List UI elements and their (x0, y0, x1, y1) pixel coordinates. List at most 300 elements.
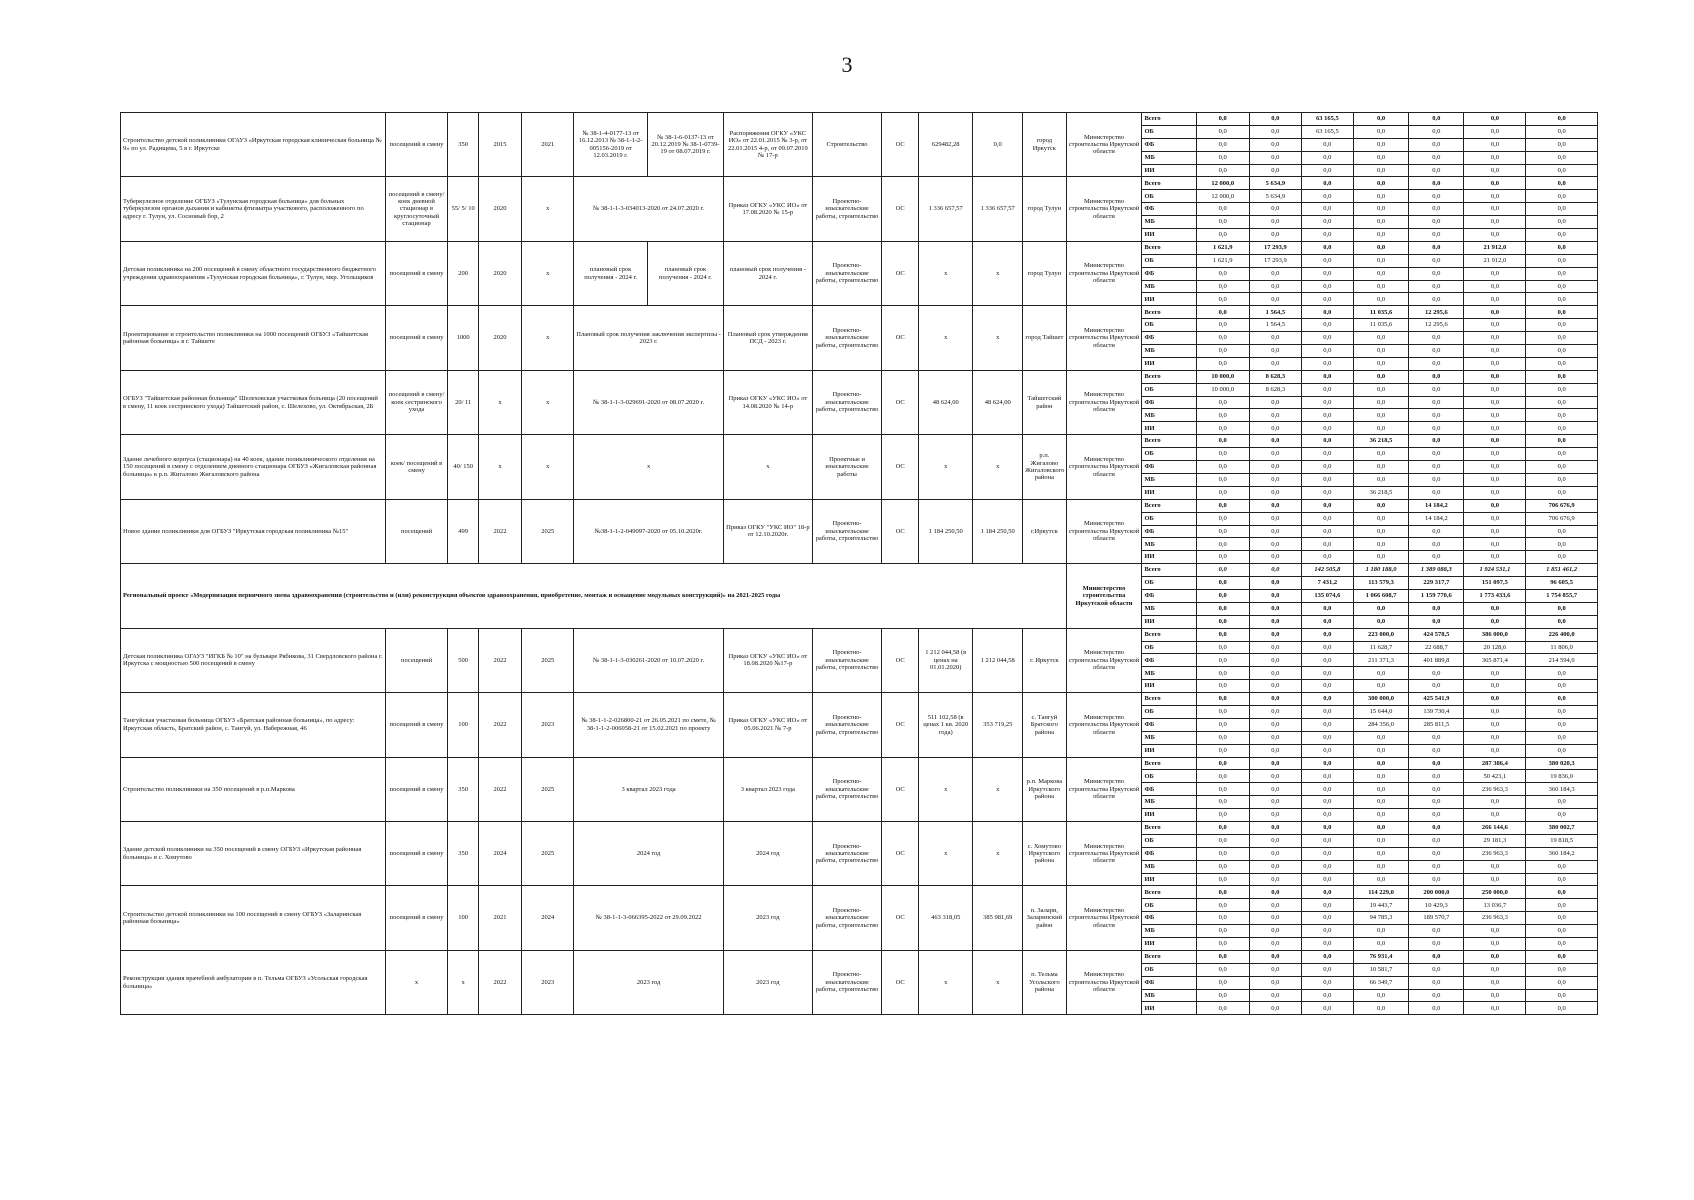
funding-value: 0,0 (1353, 873, 1408, 886)
funding-value: 0,0 (1301, 319, 1353, 332)
funding-value: 0,0 (1526, 551, 1598, 564)
responsible-owner: Министерство строительства Иркутской области (1066, 950, 1142, 1014)
funding-value: 0,0 (1409, 551, 1464, 564)
funding-value: 424 578,5 (1409, 628, 1464, 641)
start-year: 2022 (478, 628, 521, 692)
design-approval: 2024 год (723, 821, 812, 885)
funding-value: 0,0 (1301, 551, 1353, 564)
capacity-unit: посещений в смену (385, 693, 448, 757)
funding-value: 0,0 (1353, 177, 1408, 190)
funding-value: 5 634,9 (1249, 177, 1301, 190)
funding-value: 0,0 (1249, 886, 1301, 899)
end-year: х (522, 370, 574, 434)
table-body (121, 113, 1598, 1015)
funding-value: 0,0 (1196, 680, 1249, 693)
funding-value: 0,0 (1301, 718, 1353, 731)
funding-value: 0,0 (1464, 229, 1526, 242)
start-year: 2024 (478, 821, 521, 885)
funding-value: 0,0 (1353, 190, 1408, 203)
location: с. Хомутово Иркутского района (1023, 821, 1066, 885)
funding-value: 0,0 (1464, 138, 1526, 151)
design-approval: Приказ ОГКУ «УКС ИО» от 18.08.2020 №17-р (723, 628, 812, 692)
funding-source-label: Всего (1142, 306, 1196, 319)
expertise-conclusion: 2024 год (574, 821, 724, 885)
funding-value: 50 423,1 (1464, 770, 1526, 783)
funding-value: 0,0 (1196, 409, 1249, 422)
funding-value: 0,0 (1196, 821, 1249, 834)
funding-value: 0,0 (1464, 293, 1526, 306)
funding-value: 0,0 (1301, 1002, 1353, 1015)
object-type: ОС (882, 370, 919, 434)
funding-value: 0,0 (1301, 306, 1353, 319)
funding-source-label: МБ (1142, 538, 1196, 551)
funding-value: 11 806,0 (1526, 641, 1598, 654)
funding-value: 0,0 (1353, 409, 1408, 422)
funding-value: 0,0 (1464, 963, 1526, 976)
funding-value: 0,0 (1196, 589, 1249, 602)
funding-value: 0,0 (1526, 602, 1598, 615)
funding-value: 0,0 (1353, 448, 1408, 461)
funding-value: 0,0 (1526, 254, 1598, 267)
funding-value: 0,0 (1464, 976, 1526, 989)
expertise-conclusion-2: плановый срок получения - 2024 г. (648, 241, 724, 305)
design-approval: Плановый срок утверждения ПСД - 2023 г. (723, 306, 812, 370)
expertise-conclusion: № 38-1-1-3-066395-2022 от 29.09.2022 (574, 886, 724, 950)
funding-value: 0,0 (1353, 151, 1408, 164)
funding-value: 223 000,0 (1353, 628, 1408, 641)
funding-value: 0,0 (1464, 113, 1526, 126)
end-year: 2023 (522, 950, 574, 1014)
design-approval: Приказ ОГКУ «УКС ИО» от 14.08.2020 № 14-р (723, 370, 812, 434)
funding-value: 0,0 (1464, 860, 1526, 873)
funding-value: 0,0 (1409, 976, 1464, 989)
funding-value: 211 371,3 (1353, 654, 1408, 667)
funding-value: 0,0 (1249, 976, 1301, 989)
funding-value: 0,0 (1353, 731, 1408, 744)
funding-value: 0,0 (1409, 873, 1464, 886)
funding-value: 380 002,7 (1526, 821, 1598, 834)
funding-value: 0,0 (1196, 873, 1249, 886)
funding-value: 0,0 (1301, 770, 1353, 783)
funding-source-label: ОБ (1142, 448, 1196, 461)
funding-value: 0,0 (1526, 525, 1598, 538)
funding-value: 19 443,7 (1353, 899, 1408, 912)
funding-value: 0,0 (1249, 938, 1301, 951)
funding-value: 0,0 (1409, 770, 1464, 783)
funding-value: 425 541,9 (1409, 693, 1464, 706)
table-row (121, 628, 1598, 641)
funding-value: 10 429,3 (1409, 899, 1464, 912)
works-type: Проектно-изыскательские работы, строительство (812, 950, 881, 1014)
funding-value: 0,0 (1353, 783, 1408, 796)
funding-value: 0,0 (1196, 229, 1249, 242)
funding-value: 0,0 (1196, 332, 1249, 345)
table-row (121, 757, 1598, 770)
end-year: 2025 (522, 499, 574, 563)
funding-value: 1 180 188,0 (1353, 564, 1408, 577)
funding-value: 19 836,0 (1526, 770, 1598, 783)
funding-value: 0,0 (1409, 796, 1464, 809)
responsible-owner: Министерство строительства Иркутской области (1066, 435, 1142, 499)
expertise-conclusion-2: № 38-1-6-0137-13 от 20.12.2019 № 38-1-0739-19 от 08.07.2019 г. (648, 113, 724, 177)
table-row (121, 693, 1598, 706)
funding-value: 0,0 (1249, 641, 1301, 654)
funding-value: 0,0 (1196, 950, 1249, 963)
location: п. Тельма Усольского района (1023, 950, 1066, 1014)
expertise-conclusion: № 38-1-1-3-030261-2020 от 10.07.2020 г. (574, 628, 724, 692)
funding-value: 63 165,5 (1301, 113, 1353, 126)
location: п. Залари, Заларинский район (1023, 886, 1066, 950)
estimated-cost: х (919, 241, 973, 305)
funding-value: 1 773 433,6 (1464, 589, 1526, 602)
estimated-cost: 48 624,00 (919, 370, 973, 434)
funding-value: 0,0 (1409, 989, 1464, 1002)
funding-value: 0,0 (1353, 370, 1408, 383)
funding-value: 0,0 (1409, 241, 1464, 254)
capacity-value: 499 (448, 499, 478, 563)
funding-value: 0,0 (1526, 705, 1598, 718)
funding-source-label: МБ (1142, 796, 1196, 809)
table-row (121, 821, 1598, 834)
funding-source-label: ФБ (1142, 847, 1196, 860)
capacity-value: 500 (448, 628, 478, 692)
funding-value: 0,0 (1353, 473, 1408, 486)
funding-value: 0,0 (1526, 796, 1598, 809)
funding-value: 1 621,9 (1196, 241, 1249, 254)
capacity-value: 100 (448, 693, 478, 757)
object-type: ОС (882, 693, 919, 757)
responsible-owner: Министерство строительства Иркутской области (1066, 564, 1142, 628)
funding-value: 0,0 (1353, 667, 1408, 680)
responsible-owner: Министерство строительства Иркутской области (1066, 241, 1142, 305)
funding-value: 0,0 (1353, 216, 1408, 229)
funding-source-label: ИИ (1142, 293, 1196, 306)
funding-value: 0,0 (1196, 125, 1249, 138)
estimated-cost: 629482,28 (919, 113, 973, 177)
funding-value: 0,0 (1249, 486, 1301, 499)
estimated-cost: 463 318,05 (919, 886, 973, 950)
funding-value: 0,0 (1464, 602, 1526, 615)
responsible-owner: Министерство строительства Иркутской области (1066, 821, 1142, 885)
works-type: Проектно-изыскательские работы, строительство (812, 241, 881, 305)
construction-financing-table (120, 112, 1598, 1015)
funding-value: 13 036,7 (1464, 899, 1526, 912)
remaining-cost: 1 336 657,57 (973, 177, 1023, 241)
funding-source-label: МБ (1142, 602, 1196, 615)
funding-value: 0,0 (1526, 538, 1598, 551)
funding-value: 0,0 (1526, 306, 1598, 319)
funding-value: 0,0 (1409, 667, 1464, 680)
funding-source-label: Всего (1142, 435, 1196, 448)
funding-value: 0,0 (1464, 177, 1526, 190)
funding-value: 0,0 (1464, 319, 1526, 332)
funding-value: 0,0 (1526, 731, 1598, 744)
location: с. Тангуй Братского района (1023, 693, 1066, 757)
remaining-cost: х (973, 435, 1023, 499)
funding-source-label: МБ (1142, 989, 1196, 1002)
funding-value: 0,0 (1464, 938, 1526, 951)
funding-value: 0,0 (1353, 757, 1408, 770)
funding-value: 0,0 (1464, 280, 1526, 293)
funding-value: 0,0 (1464, 448, 1526, 461)
funding-value: 19 818,5 (1526, 834, 1598, 847)
funding-value: 135 074,6 (1301, 589, 1353, 602)
estimated-cost: х (919, 821, 973, 885)
design-approval: х (723, 435, 812, 499)
funding-value: 1 621,9 (1196, 254, 1249, 267)
funding-value: 0,0 (1196, 345, 1249, 358)
expertise-conclusion: Плановый срок получения заключения экспертизы - 2023 г. (574, 306, 724, 370)
responsible-owner: Министерство строительства Иркутской области (1066, 757, 1142, 821)
remaining-cost: 1 212 044,58 (973, 628, 1023, 692)
object-name: Строительство поликлиники на 350 посещений в р.п.Маркова (121, 757, 386, 821)
funding-value: 0,0 (1249, 1002, 1301, 1015)
funding-value: 114 229,0 (1353, 886, 1408, 899)
funding-source-label: ФБ (1142, 525, 1196, 538)
funding-value: 0,0 (1196, 1002, 1249, 1015)
funding-value: 96 605,5 (1526, 577, 1598, 590)
funding-value: 0,0 (1196, 473, 1249, 486)
funding-value: 0,0 (1301, 267, 1353, 280)
funding-value: 0,0 (1249, 448, 1301, 461)
funding-value: 0,0 (1353, 396, 1408, 409)
funding-source-label: МБ (1142, 151, 1196, 164)
funding-value: 0,0 (1464, 216, 1526, 229)
funding-value: 0,0 (1301, 628, 1353, 641)
estimated-cost: х (919, 757, 973, 821)
funding-value: 0,0 (1301, 164, 1353, 177)
funding-value: 1 389 088,3 (1409, 564, 1464, 577)
table-row (121, 177, 1598, 190)
funding-value: 0,0 (1409, 113, 1464, 126)
funding-value: 0,0 (1526, 293, 1598, 306)
responsible-owner: Министерство строительства Иркутской области (1066, 886, 1142, 950)
funding-value: 0,0 (1249, 422, 1301, 435)
funding-value: 0,0 (1409, 744, 1464, 757)
funding-source-label: ОБ (1142, 512, 1196, 525)
funding-value: 0,0 (1526, 190, 1598, 203)
funding-value: 0,0 (1464, 151, 1526, 164)
estimated-cost: 1 212 044,58 (в ценах на 01.01.2020) (919, 628, 973, 692)
funding-value: 236 963,3 (1464, 847, 1526, 860)
funding-value: 365 871,4 (1464, 654, 1526, 667)
funding-value: 0,0 (1301, 486, 1353, 499)
funding-value: 226 400,0 (1526, 628, 1598, 641)
funding-value: 0,0 (1196, 512, 1249, 525)
funding-value: 0,0 (1353, 796, 1408, 809)
funding-value: 0,0 (1196, 422, 1249, 435)
funding-value: 0,0 (1409, 486, 1464, 499)
funding-value: 0,0 (1249, 744, 1301, 757)
funding-value: 0,0 (1196, 448, 1249, 461)
capacity-value: х (448, 950, 478, 1014)
funding-value: 0,0 (1196, 912, 1249, 925)
end-year: 2025 (522, 628, 574, 692)
funding-value: 0,0 (1301, 899, 1353, 912)
remaining-cost: 0,0 (973, 113, 1023, 177)
funding-value: 0,0 (1464, 551, 1526, 564)
funding-value: 0,0 (1409, 216, 1464, 229)
funding-value: 0,0 (1409, 615, 1464, 628)
funding-source-label: ФБ (1142, 332, 1196, 345)
funding-value: 189 570,7 (1409, 912, 1464, 925)
funding-value: 142 505,8 (1301, 564, 1353, 577)
funding-value: 10 000,0 (1196, 370, 1249, 383)
funding-value: 0,0 (1409, 280, 1464, 293)
funding-value: 0,0 (1526, 370, 1598, 383)
funding-source-label: ФБ (1142, 912, 1196, 925)
object-name: Строительство детской поликлиники ОГАУЗ «Иркутская городская клиническая больница № 9» по ул. Радищева, 5 в г. Иркутске (121, 113, 386, 177)
location: г.Иркутск (1023, 499, 1066, 563)
works-type: Строительство (812, 113, 881, 177)
funding-source-label: МБ (1142, 731, 1196, 744)
funding-source-label: Всего (1142, 628, 1196, 641)
responsible-owner: Министерство строительства Иркутской области (1066, 499, 1142, 563)
funding-value: 0,0 (1409, 847, 1464, 860)
funding-value: 0,0 (1409, 151, 1464, 164)
funding-value: 0,0 (1526, 448, 1598, 461)
funding-value: 0,0 (1249, 667, 1301, 680)
capacity-unit: посещений в смену/коек сестринского ухода (385, 370, 448, 434)
remaining-cost: х (973, 241, 1023, 305)
funding-value: 0,0 (1249, 551, 1301, 564)
funding-value: 0,0 (1249, 731, 1301, 744)
funding-value: 0,0 (1464, 744, 1526, 757)
funding-value: 0,0 (1249, 229, 1301, 242)
funding-source-label: МБ (1142, 409, 1196, 422)
object-name: Реконструкция здания врачебной амбулатории в п. Тельма ОГБУЗ «Усольская городская больница» (121, 950, 386, 1014)
funding-value: 0,0 (1301, 254, 1353, 267)
funding-value: 0,0 (1196, 357, 1249, 370)
subtotal-row (121, 564, 1598, 577)
funding-value: 0,0 (1196, 280, 1249, 293)
funding-value: 266 144,6 (1464, 821, 1526, 834)
funding-value: 0,0 (1301, 422, 1353, 435)
responsible-owner: Министерство строительства Иркутской области (1066, 628, 1142, 692)
funding-value: 0,0 (1196, 796, 1249, 809)
funding-value: 0,0 (1409, 950, 1464, 963)
end-year: 2021 (522, 113, 574, 177)
funding-value: 0,0 (1526, 950, 1598, 963)
funding-value: 0,0 (1249, 718, 1301, 731)
funding-value: 0,0 (1526, 332, 1598, 345)
funding-value: 0,0 (1353, 345, 1408, 358)
funding-value: 0,0 (1249, 912, 1301, 925)
funding-value: 0,0 (1409, 602, 1464, 615)
funding-value: 0,0 (1353, 860, 1408, 873)
funding-value: 0,0 (1301, 757, 1353, 770)
funding-value: 0,0 (1464, 473, 1526, 486)
funding-value: 0,0 (1301, 950, 1353, 963)
funding-source-label: ОБ (1142, 254, 1196, 267)
funding-value: 0,0 (1301, 499, 1353, 512)
funding-value: 8 628,3 (1249, 370, 1301, 383)
end-year: х (522, 435, 574, 499)
capacity-value: 200 (448, 241, 478, 305)
funding-value: 0,0 (1526, 925, 1598, 938)
funding-value: 0,0 (1409, 538, 1464, 551)
funding-value: 0,0 (1196, 847, 1249, 860)
funding-value: 0,0 (1464, 486, 1526, 499)
capacity-unit: посещений в смену (385, 757, 448, 821)
funding-value: 0,0 (1301, 229, 1353, 242)
funding-value: 0,0 (1301, 938, 1353, 951)
object-name: Проектирование и строительство поликлиники на 1000 посещений ОГБУЗ «Тайшетская районная больница» в г. Тайшете (121, 306, 386, 370)
funding-value: 386 000,0 (1464, 628, 1526, 641)
funding-value: 0,0 (1526, 383, 1598, 396)
funding-value: 0,0 (1196, 435, 1249, 448)
funding-value: 0,0 (1409, 203, 1464, 216)
funding-value: 0,0 (1409, 125, 1464, 138)
location: город Иркутск (1023, 113, 1066, 177)
funding-source-label: Всего (1142, 950, 1196, 963)
funding-value: 63 165,5 (1301, 125, 1353, 138)
funding-value: 0,0 (1249, 151, 1301, 164)
funding-source-label: Всего (1142, 821, 1196, 834)
funding-value: 0,0 (1249, 693, 1301, 706)
funding-source-label: ФБ (1142, 589, 1196, 602)
funding-value: 706 676,9 (1526, 512, 1598, 525)
funding-value: 0,0 (1196, 628, 1249, 641)
funding-value: 0,0 (1249, 525, 1301, 538)
object-type: ОС (882, 435, 919, 499)
funding-value: 0,0 (1301, 396, 1353, 409)
funding-value: 0,0 (1353, 847, 1408, 860)
funding-value: 0,0 (1301, 989, 1353, 1002)
funding-value: 139 730,4 (1409, 705, 1464, 718)
funding-value: 0,0 (1526, 177, 1598, 190)
funding-value: 0,0 (1196, 925, 1249, 938)
expertise-conclusion: х (574, 435, 724, 499)
funding-value: 0,0 (1526, 886, 1598, 899)
funding-value: 0,0 (1301, 525, 1353, 538)
capacity-unit: коек/ посещений в смену (385, 435, 448, 499)
funding-value: 0,0 (1353, 138, 1408, 151)
funding-value: 0,0 (1409, 448, 1464, 461)
funding-value: 11 035,6 (1353, 319, 1408, 332)
funding-value: 0,0 (1409, 783, 1464, 796)
funding-value: 0,0 (1196, 293, 1249, 306)
funding-value: 0,0 (1301, 203, 1353, 216)
funding-value: 0,0 (1196, 899, 1249, 912)
funding-value: 0,0 (1301, 370, 1353, 383)
funding-value: 12 295,6 (1409, 306, 1464, 319)
funding-value: 0,0 (1301, 293, 1353, 306)
funding-value: 0,0 (1526, 473, 1598, 486)
funding-value: 0,0 (1526, 113, 1598, 126)
funding-value: 0,0 (1526, 615, 1598, 628)
funding-source-label: МБ (1142, 667, 1196, 680)
funding-value: 0,0 (1249, 396, 1301, 409)
funding-value: 0,0 (1526, 319, 1598, 332)
funding-value: 0,0 (1409, 938, 1464, 951)
funding-value: 0,0 (1301, 912, 1353, 925)
funding-value: 0,0 (1409, 357, 1464, 370)
remaining-cost: 385 981,69 (973, 886, 1023, 950)
funding-value: 0,0 (1249, 125, 1301, 138)
capacity-unit: х (385, 950, 448, 1014)
design-approval: плановый срок получения - 2024 г. (723, 241, 812, 305)
capacity-value: 40/ 150 (448, 435, 478, 499)
end-year: х (522, 306, 574, 370)
funding-source-label: ОБ (1142, 319, 1196, 332)
funding-value: 0,0 (1249, 216, 1301, 229)
funding-value: 0,0 (1301, 783, 1353, 796)
funding-value: 0,0 (1196, 396, 1249, 409)
funding-source-label: ИИ (1142, 615, 1196, 628)
funding-value: 0,0 (1409, 821, 1464, 834)
funding-value: 0,0 (1301, 860, 1353, 873)
